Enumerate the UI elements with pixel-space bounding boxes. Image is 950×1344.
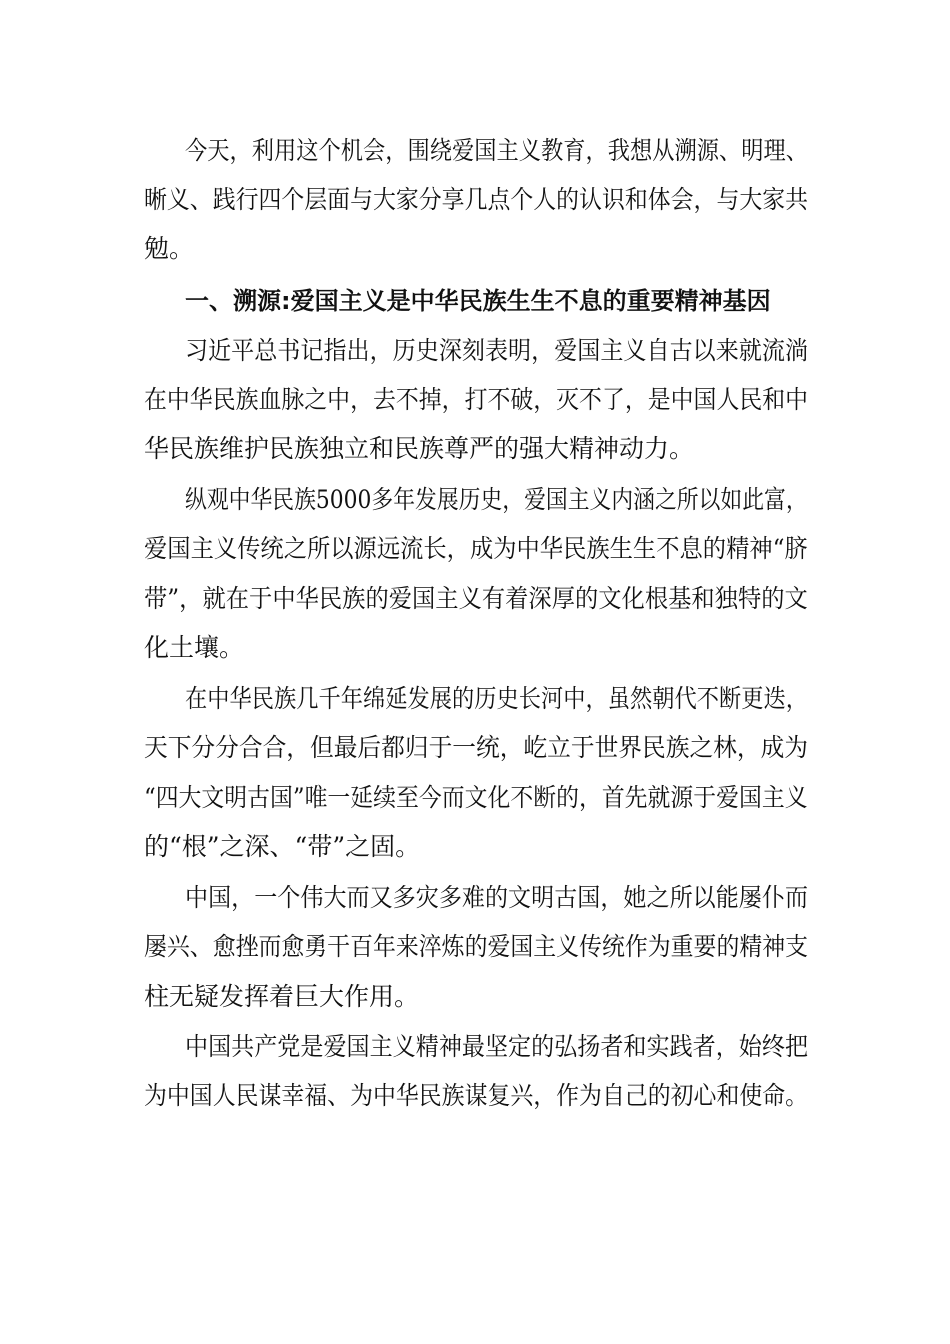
para-1-line-2: 在中华民族血脉之中，去不掉，打不破，灭不了，是中国人民和中 [144,385,809,414]
para-2-line-2: 爱国主义传统之所以源远流长，成为中华民族生生不息的精神“脐 [144,534,808,563]
intro-line-2: 晰义、践行四个层面与大家分享几点个人的认识和体会，与大家共 [144,185,809,214]
para-2-line-1: 纵观中华民族5000多年发展历史，爱国主义内涵之所以如此富， [185,485,808,514]
para-5-line-1: 中国共产党是爱国主义精神最坚定的弘扬者和实践者，始终把 [185,1032,809,1061]
para-3-line-2: 天下分分合合，但最后都归于一统，屹立于世界民族之林，成为 [144,733,809,762]
section-heading: 一、溯源:爱国主义是中华民族生生不息的重要精神基因 [185,287,771,315]
para-4-line-2: 屡兴、愈挫而愈勇干百年来淬炼的爱国主义传统作为重要的精神支 [144,932,809,961]
para-1-line-1: 习近平总书记指出，历史深刻表明，爱国主义自古以来就流淌 [185,336,809,365]
para-3-line-4: 的“根”之深、“带”之固。 [144,832,421,861]
para-4-line-1: 中国，一个伟大而又多灾多难的文明古国，她之所以能屡仆而 [185,883,809,912]
intro-line-3: 勉。 [144,234,195,263]
para-5-line-2: 为中国人民谋幸福、为中华民族谋复兴，作为自己的初心和使命。 [144,1081,809,1110]
para-4-line-3: 柱无疑发挥着巨大作用。 [144,982,420,1011]
para-2-line-4: 化土壤。 [144,633,245,662]
para-2-line-3: 带”，就在于中华民族的爱国主义有着深厚的文化根基和独特的文 [144,584,808,613]
para-1-line-3: 华民族维护民族独立和民族尊严的强大精神动力。 [144,434,695,463]
para-3-line-1: 在中华民族几千年绵延发展的历史长河中，虽然朝代不断更迭， [185,684,809,713]
intro-line-1: 今天，利用这个机会，围绕爱国主义教育，我想从溯源、明理、 [185,136,809,165]
para-3-line-3: “四大文明古国”唯一延续至今而文化不断的，首先就源于爱国主义 [144,783,808,812]
